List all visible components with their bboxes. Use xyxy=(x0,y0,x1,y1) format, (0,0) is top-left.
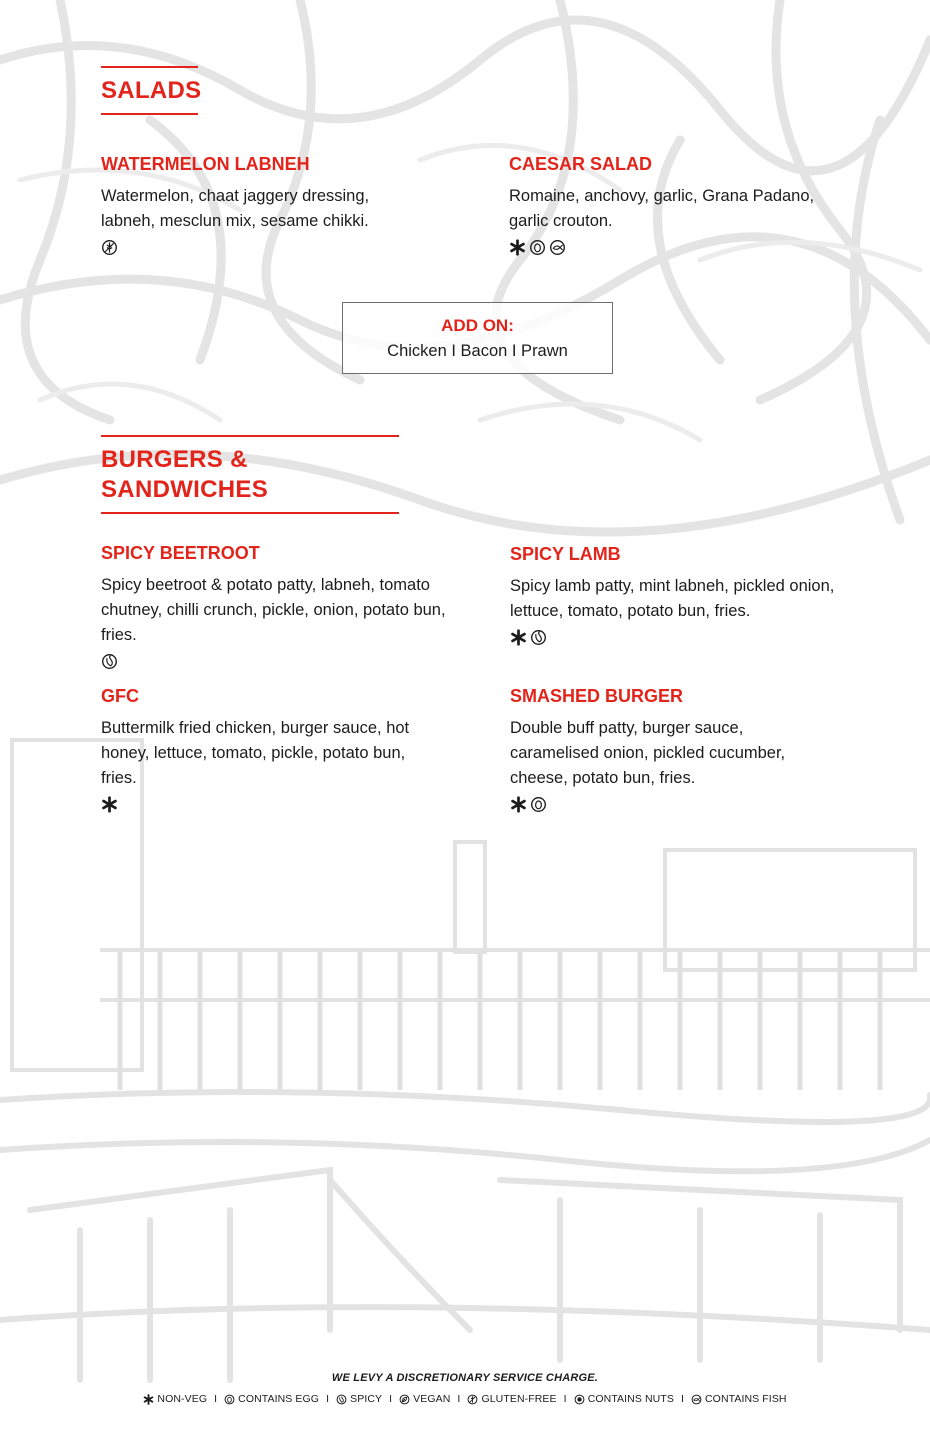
item-name: SPICY BEETROOT xyxy=(101,543,260,563)
gluten-free-icon xyxy=(467,1394,478,1405)
legend-label: CONTAINS EGG xyxy=(238,1393,320,1405)
non-veg-icon xyxy=(509,239,526,256)
legend-separator: I xyxy=(389,1393,393,1405)
contains-fish-icon xyxy=(549,239,566,256)
legend-separator: I xyxy=(457,1393,461,1405)
dietary-icons xyxy=(510,626,855,648)
legend-separator: I xyxy=(563,1393,567,1405)
menu-item-watermelon-labneh xyxy=(101,153,461,258)
contains-egg-icon xyxy=(530,796,547,813)
add-on-items: Chicken I Bacon I Prawn xyxy=(387,342,568,360)
legend-item-contains-egg xyxy=(224,1393,319,1405)
legend-item-spicy xyxy=(336,1393,382,1405)
menu-item-smashed-burger xyxy=(510,685,825,815)
dietary-icons xyxy=(101,236,461,258)
service-charge-note: WE LEVY A DISCRETIONARY SERVICE CHARGE. xyxy=(331,1372,599,1384)
legend-label: VEGAN xyxy=(413,1393,451,1405)
legend-separator: I xyxy=(680,1393,684,1405)
spicy-icon xyxy=(336,1394,347,1405)
gluten-free-icon xyxy=(101,239,118,256)
non-veg-icon xyxy=(101,796,118,813)
legend-label: GLUTEN-FREE xyxy=(481,1393,557,1405)
item-name: CAESAR SALAD xyxy=(509,154,653,174)
legend-item-contains-nuts xyxy=(574,1393,674,1405)
menu-item-spicy-lamb xyxy=(510,543,855,648)
legend-label: CONTAINS FISH xyxy=(705,1393,787,1405)
item-name: GFC xyxy=(101,686,139,706)
menu-item-caesar-salad xyxy=(509,153,854,258)
section-title-burgers-sandwiches: BURGERS & SANDWICHES xyxy=(101,435,399,514)
menu-item-gfc xyxy=(101,685,436,815)
add-on-box xyxy=(342,302,613,374)
item-description: Spicy beetroot & potato patty, labneh, tomato chutney, chilli crunch, pickle, onion, potato bun, fries. xyxy=(101,576,446,644)
dietary-legend xyxy=(0,1393,930,1405)
spicy-icon xyxy=(530,629,547,646)
menu-item-spicy-beetroot xyxy=(101,542,451,672)
legend-label: SPICY xyxy=(350,1393,383,1405)
contains-egg-icon xyxy=(224,1394,235,1405)
legend-item-contains-fish xyxy=(691,1393,787,1405)
contains-nuts-icon xyxy=(574,1394,585,1405)
non-veg-icon xyxy=(510,629,527,646)
legend-item-gluten-free xyxy=(467,1393,556,1405)
item-description: Buttermilk fried chicken, burger sauce, hot honey, lettuce, tomato, pickle, potato bun, fries. xyxy=(101,719,410,787)
add-on-title: ADD ON: xyxy=(441,316,514,335)
dietary-icons xyxy=(101,650,451,672)
item-name: SMASHED BURGER xyxy=(510,686,684,706)
item-name: WATERMELON LABNEH xyxy=(101,154,310,174)
spicy-icon xyxy=(101,653,118,670)
item-description: Spicy lamb patty, mint labneh, pickled onion, lettuce, tomato, potato bun, fries. xyxy=(510,577,835,620)
vegan-icon xyxy=(399,1394,410,1405)
dietary-icons xyxy=(509,236,854,258)
item-description: Watermelon, chaat jaggery dressing, labneh, mesclun mix, sesame chikki. xyxy=(101,187,370,230)
item-description: Double buff patty, burger sauce, caramelised onion, pickled cucumber, cheese, potato bun, fries. xyxy=(510,719,786,787)
non-veg-icon xyxy=(510,796,527,813)
legend-separator: I xyxy=(326,1393,330,1405)
dietary-icons xyxy=(510,793,825,815)
contains-fish-icon xyxy=(691,1394,702,1405)
section-title-salads: SALADS xyxy=(101,66,198,115)
contains-egg-icon xyxy=(529,239,546,256)
dietary-icons xyxy=(101,793,436,815)
legend-item-non-veg xyxy=(143,1393,207,1405)
legend-item-vegan xyxy=(399,1393,450,1405)
item-name: SPICY LAMB xyxy=(510,544,621,564)
legend-separator: I xyxy=(214,1393,218,1405)
item-description: Romaine, anchovy, garlic, Grana Padano, garlic crouton. xyxy=(509,187,815,230)
legend-label: NON-VEG xyxy=(157,1393,208,1405)
legend-label: CONTAINS NUTS xyxy=(587,1393,674,1405)
non-veg-icon xyxy=(143,1394,154,1405)
